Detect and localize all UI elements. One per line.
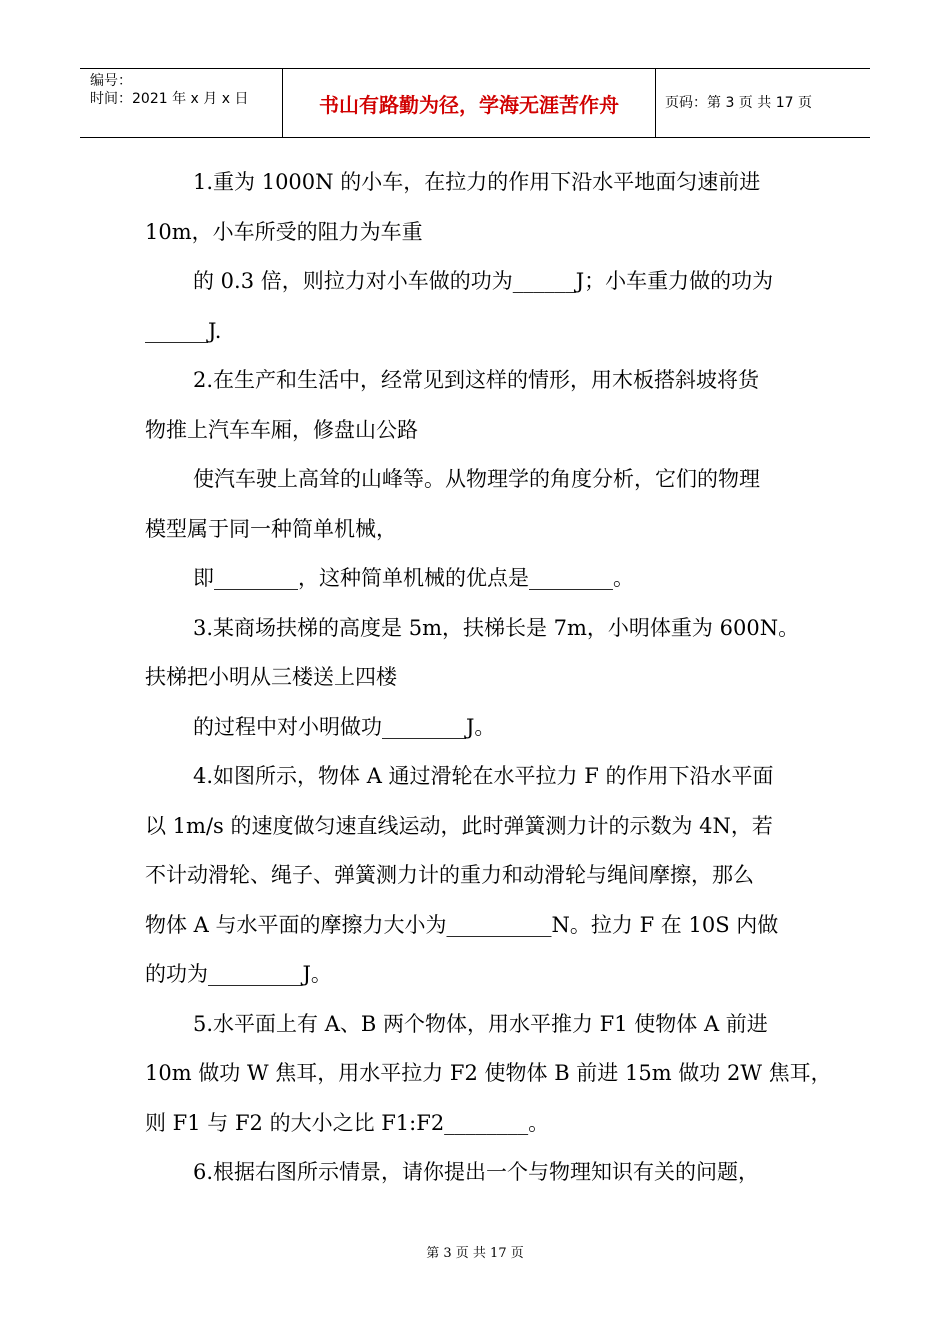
body-line: 3.某商场扶梯的高度是 5m，扶梯长是 7m，小明体重为 600N。 [193, 615, 800, 640]
header-right-cell [655, 69, 870, 137]
body-line: 的功为_________J。 [145, 962, 332, 986]
body-line: 以 1m/s 的速度做匀速直线运动，此时弹簧测力计的示数为 4N，若 [145, 813, 773, 838]
document-body [145, 158, 832, 1198]
motto-text: 书山有路勤为径，学海无涯苦作舟 [319, 93, 619, 117]
body-line: 则 F1 与 F2 的大小之比 F1:F2________。 [145, 1110, 550, 1135]
page-footer: 第 3 页 共 17 页 [426, 1246, 524, 1261]
serial-number-label: 编号： [90, 73, 132, 89]
page-info: 页码：第 3 页 共 17 页 [665, 95, 812, 111]
body-line: 5.水平面上有 A、B 两个物体，用水平推力 F1 使物体 A 前进 [193, 1011, 768, 1036]
body-line: 4.如图所示，物体 A 通过滑轮在水平拉力 F 的作用下沿水平面 [193, 764, 774, 788]
body-line: 10m，小车所受的阻力为车重 [145, 219, 423, 244]
body-line: 物体 A 与水平面的摩擦力大小为__________N。拉力 F 在 10S 内做 [145, 912, 779, 937]
date-label: 时间：2021 年 x 月 x 日 [90, 91, 249, 107]
header-center-cell [282, 69, 656, 137]
body-line: 10m 做功 W 焦耳，用水平拉力 F2 使物体 B 前进 15m 做功 2W 焦耳， [145, 1061, 832, 1085]
body-line: 2.在生产和生活中，经常见到这样的情形，用木板搭斜坡将货 [193, 368, 760, 392]
body-line: 的过程中对小明做功________J。 [193, 714, 496, 739]
body-line: 不计动滑轮、绳子、弹簧测力计的重力和动滑轮与绳间摩擦，那么 [145, 863, 754, 887]
body-line: ______J. [145, 318, 222, 343]
body-line: 模型属于同一种简单机械， [145, 516, 397, 541]
body-line: 使汽车驶上高耸的山峰等。从物理学的角度分析，它们的物理 [193, 467, 760, 491]
body-line: 的 0.3 倍，则拉力对小车做的功为______J；小车重力做的功为 [193, 269, 774, 293]
body-line: 6.根据右图所示情景，请你提出一个与物理知识有关的问题， [193, 1160, 760, 1184]
body-line: 扶梯把小明从三楼送上四楼 [145, 665, 397, 689]
header-left-cell [80, 69, 282, 137]
body-line: 1.重为 1000N 的小车，在拉力的作用下沿水平地面匀速前进 [193, 170, 761, 194]
header-table [80, 68, 870, 138]
body-line: 物推上汽车车厢，修盘山公路 [145, 417, 418, 442]
body-line: 即________，这种简单机械的优点是________。 [193, 566, 634, 590]
